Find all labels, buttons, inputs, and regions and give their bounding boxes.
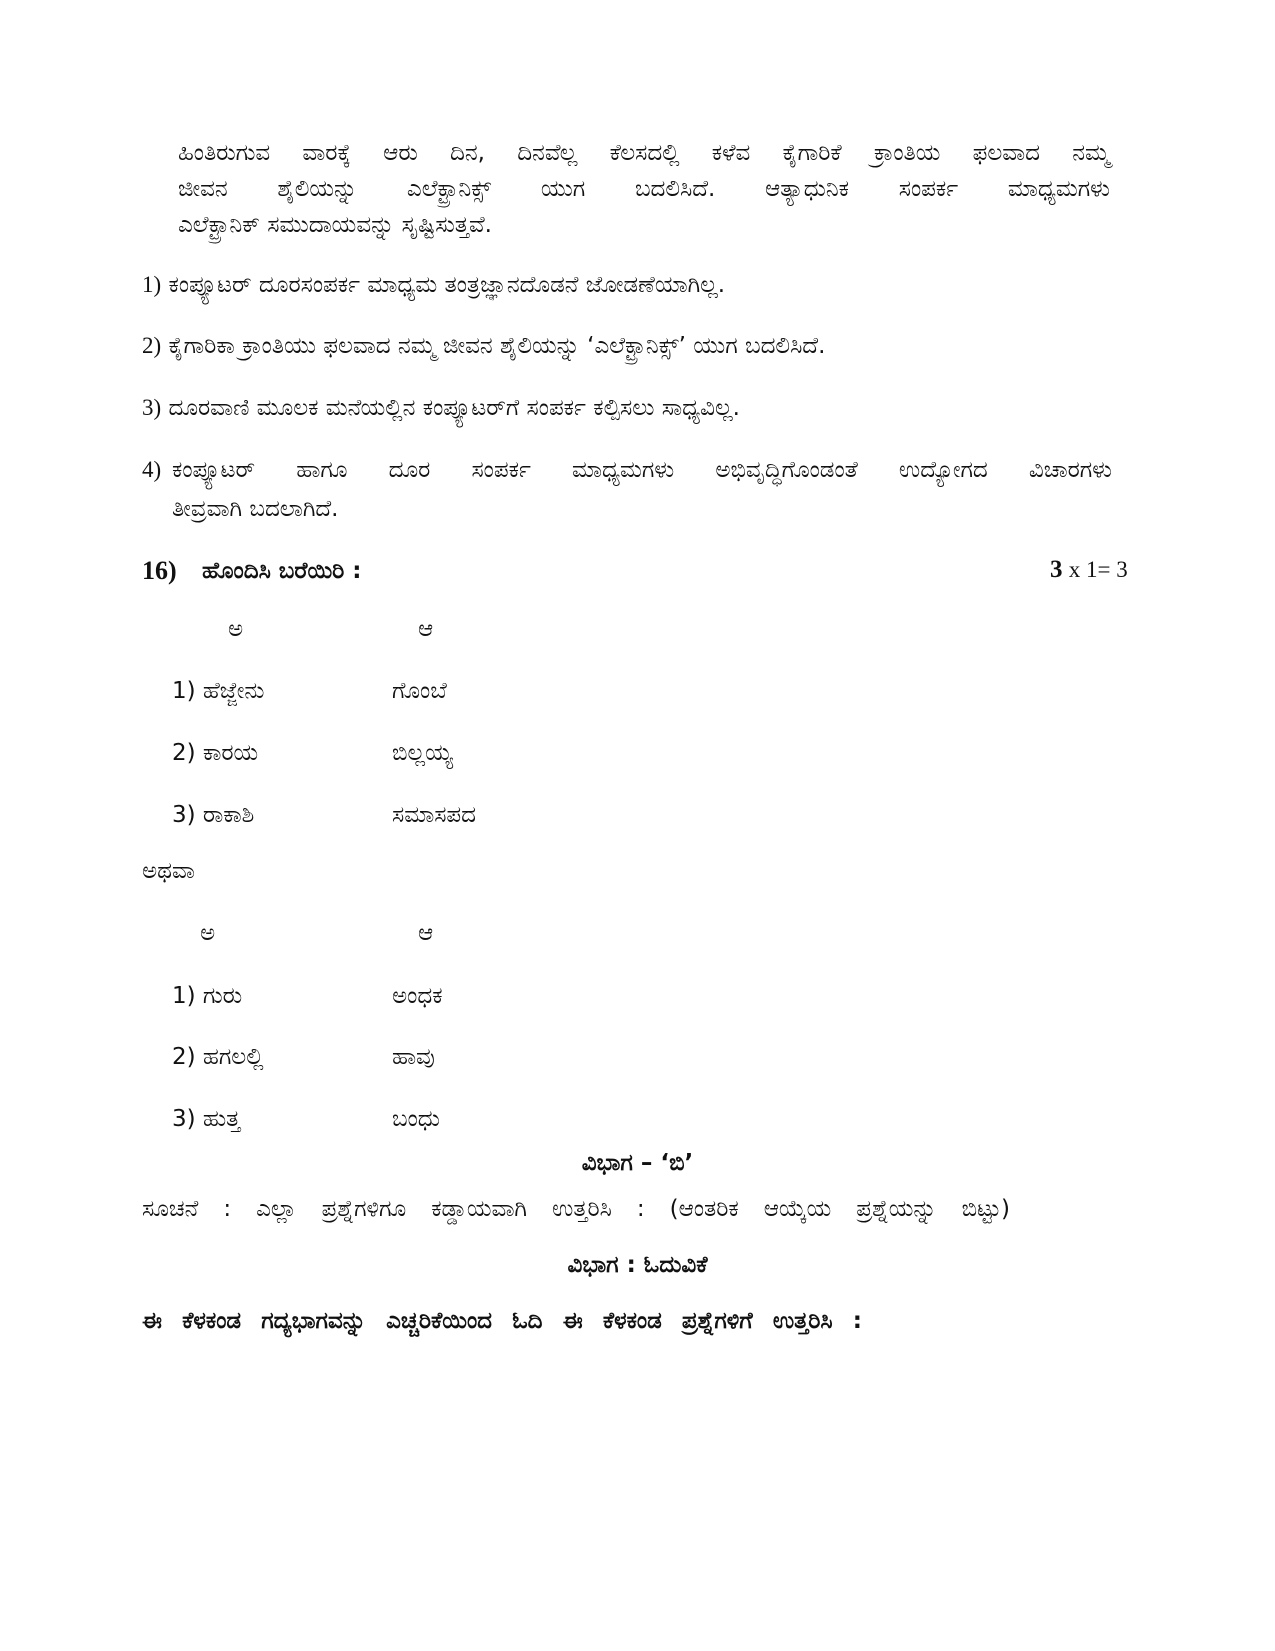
- match-2-row-2-left: 2) ಹಗಲಲ್ಲಿ: [172, 1044, 264, 1070]
- match-2-col-b-header: ಆ: [418, 920, 434, 946]
- intro-line-3: ಎಲೆಕ್ಟ್ರಾನಿಕ್ ಸಮುದಾಯವನ್ನು ಸೃಷ್ಟಿಸುತ್ತವೆ.: [178, 212, 492, 238]
- match-1-row-3-right: ಸಮಾಸಪದ: [392, 802, 477, 828]
- match-1-row-1-right: ಗೊಂಬೆ: [392, 678, 447, 704]
- option-number: 3): [142, 395, 162, 420]
- option-text: ಕೈಗಾರಿಕಾ ಕ್ರಾಂತಿಯು ಫಲವಾದ ನಮ್ಮ ಜೀವನ ಶೈಲಿಯನ್ನು ‘ಎಲೆಕ್ಟ್ರಾನಿಕ್ಸ್’ ಯುಗ ಬದಲಿಸಿದೆ.: [168, 333, 826, 359]
- match-1-row-1-left: 1) ಹೆಜ್ಜೇನು: [172, 678, 265, 704]
- option-2: [142, 333, 825, 359]
- option-number: 1): [142, 272, 162, 297]
- match-2-col-a-header: ಅ: [200, 920, 216, 946]
- match-2-row-1-right: ಅಂಧಕ: [392, 983, 443, 1009]
- match-1-row-3-left: 3) ರಾಕಾಶಿ: [172, 802, 255, 828]
- match-2-row-2-right: ಹಾವು: [392, 1044, 435, 1070]
- match-1-col-a-header: ಅ: [228, 616, 244, 642]
- option-4-line-2: ತೀವ್ರವಾಗಿ ಬದಲಾಗಿದೆ.: [172, 496, 339, 522]
- match-1-row-2-left: 2) ಕಾರಯ: [172, 740, 259, 766]
- marks-bold: 3: [1050, 556, 1063, 583]
- option-number: 4): [142, 457, 162, 482]
- match-1-col-b-header: ಆ: [418, 616, 434, 642]
- question-16-title: ಹೊಂದಿಸಿ ಬರೆಯಿರಿ :: [202, 558, 362, 584]
- option-text: ಕಂಪ್ಯೂಟರ್ ದೂರಸಂಪರ್ಕ ಮಾಧ್ಯಮ ತಂತ್ರಜ್ಞಾನದೊಡನೆ ಜೋಡಣೆಯಾಗಿಲ್ಲ.: [168, 272, 726, 298]
- or-label: ಅಥವಾ: [142, 858, 195, 884]
- option-number: 2): [142, 333, 162, 358]
- intro-line-2: ಜೀವನ ಶೈಲಿಯನ್ನು ಎಲೆಕ್ಟ್ರಾನಿಕ್ಸ್ ಯುಗ ಬದಲಿಸಿದೆ. ಆತ್ಯಾಧುನಿಕ ಸಂಪರ್ಕ ಮಾಧ್ಯಮಗಳು: [178, 176, 1110, 202]
- reading-heading: ವಿಭಾಗ : ಓದುವಿಕೆ: [567, 1252, 708, 1278]
- question-16-number: 16): [142, 556, 177, 585]
- option-4-line-1: ಕಂಪ್ಯೂಟರ್ ಹಾಗೂ ದೂರ ಸಂಪರ್ಕ ಮಾಧ್ಯಮಗಳು ಅಭಿವೃದ್ಧಿಗೊಂಡಂತೆ ಉದ್ಯೋಗದ ವಿಚಾರಗಳು: [172, 457, 1112, 483]
- question-16-marks: [1050, 556, 1128, 584]
- option-4-number-wrap: [142, 457, 161, 483]
- match-2-row-3-right: ಬಂಧು: [392, 1106, 440, 1132]
- section-b-heading: ವಿಭಾಗ – ‘ಬಿ’: [581, 1150, 694, 1176]
- match-1-row-2-right: ಬಿಲ್ಲಯ್ಯ: [392, 740, 453, 766]
- option-3: [142, 395, 740, 421]
- option-1: [142, 272, 725, 298]
- reading-instruction: ಈ ಕೆಳಕಂಡ ಗದ್ಯಭಾಗವನ್ನು ಎಚ್ಚರಿಕೆಯಿಂದ ಓದಿ ಈ ಕೆಳಕಂಡ ಪ್ರಶ್ನೆಗಳಿಗೆ ಉತ್ತರಿಸಿ :: [142, 1308, 862, 1334]
- option-text: ದೂರವಾಣಿ ಮೂಲಕ ಮನೆಯಲ್ಲಿನ ಕಂಪ್ಯೂಟರ್‌ಗೆ ಸಂಪರ್ಕ ಕಲ್ಪಿಸಲು ಸಾಧ್ಯವಿಲ್ಲ.: [168, 395, 740, 421]
- match-2-row-3-left: 3) ಹುತ್ತ: [172, 1106, 241, 1132]
- marks-rest: x 1= 3: [1068, 557, 1128, 582]
- section-b-instruction: ಸೂಚನೆ : ಎಲ್ಲಾ ಪ್ರಶ್ನೆಗಳಿಗೂ ಕಡ್ಡಾಯವಾಗಿ ಉತ್ತರಿಸಿ : (ಆಂತರಿಕ ಆಯ್ಕೆಯ ಪ್ರಶ್ನೆಯನ್ನು ಬಿಟ್ಟು): [142, 1196, 1010, 1222]
- intro-line-1: ಹಿಂತಿರುಗುವ ವಾರಕ್ಕೆ ಆರು ದಿನ, ದಿನವೆಲ್ಲ ಕೆಲಸದಲ್ಲಿ ಕಳೆವ ಕೈಗಾರಿಕೆ ಕ್ರಾಂತಿಯ ಫಲವಾದ ನಮ್ಮ: [178, 140, 1110, 166]
- match-2-row-1-left: 1) ಗುರು: [172, 983, 243, 1009]
